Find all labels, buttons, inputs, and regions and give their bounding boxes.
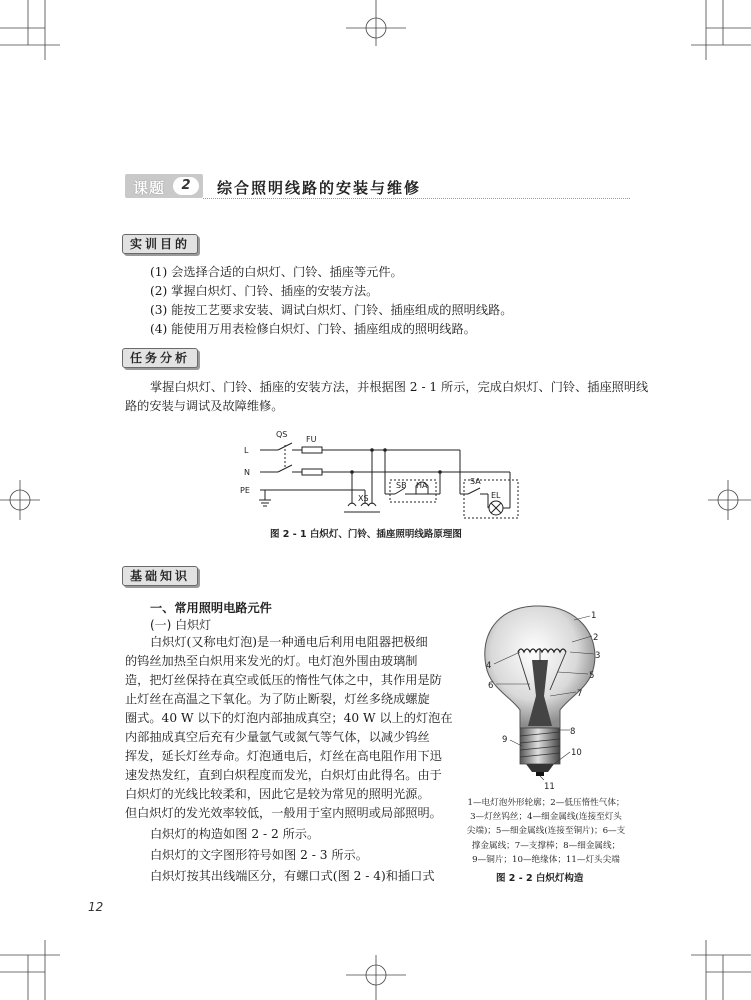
label-sa: SA: [470, 477, 481, 486]
task-text-line-2: 路的安装与调试及故障维修。: [125, 399, 284, 413]
page-number: 12: [88, 900, 104, 914]
basics-line-8: 速发热发红，直到白炽程度而发光，白炽灯由此得名。由于: [125, 768, 442, 782]
basics-line-12: 白炽灯的文字图形符号如图 2 - 3 所示。: [150, 848, 368, 862]
lesson-tab: [125, 174, 203, 198]
lesson-label: 课题: [133, 179, 166, 197]
bulb-number-6: 6: [488, 681, 494, 691]
lesson-number: 2: [173, 177, 199, 195]
figure-2-1-circuit: [230, 428, 530, 520]
basics-heading: 一、常用照明电路元件: [150, 601, 272, 615]
label-sb: SB: [396, 481, 407, 490]
basics-line-6: 内部抽成真空后充有少量氩气或氮气等气体，以减少钨丝: [125, 730, 430, 744]
bulb-number-1: 1: [591, 611, 597, 621]
legend-line-2: 3—灯丝钨丝；4—细金属线(连接至灯头: [470, 812, 622, 823]
legend-line-1: 1—电灯泡外形轮廓；2—低压惰性气体；: [467, 798, 625, 808]
lesson-rule: [203, 198, 630, 199]
label-el: EL: [491, 491, 501, 500]
bulb-number-8: 8: [570, 727, 576, 737]
objective-4: (4) 能使用万用表检修白炽灯、门铃、插座组成的照明线路。: [150, 322, 476, 336]
basics-line-5: 圈式。40 W 以下的灯泡内部抽成真空；40 W 以上的灯泡在: [125, 711, 453, 725]
label-l: L: [244, 446, 249, 455]
bulb-number-10: 10: [571, 748, 582, 758]
objective-1: (1) 会选择合适的白炽灯、门铃、插座等元件。: [150, 265, 403, 279]
basics-line-10: 但白炽灯的发光效率较低，一般用于室内照明或局部照明。: [125, 806, 442, 820]
legend-line-5: 9—铜片；10—绝缘体；11—灯头尖端: [472, 854, 620, 865]
label-n: N: [244, 468, 250, 477]
lesson-header: [125, 174, 630, 200]
figure-2-2-bulb: [474, 600, 624, 792]
bulb-number-7: 7: [577, 689, 583, 699]
figure-2-2-legend: [458, 796, 634, 867]
bulb-number-4: 4: [486, 661, 492, 671]
bulb-number-9: 9: [502, 735, 508, 745]
bulb-number-11: 11: [544, 782, 555, 792]
bulb-number-5: 5: [589, 671, 595, 681]
bulb-number-3: 3: [595, 651, 601, 661]
section-objectives-label: 实训目的: [122, 234, 198, 254]
label-fu: FU: [306, 435, 317, 444]
basics-line-11: 白炽灯的构造如图 2 - 2 所示。: [150, 827, 320, 841]
label-pe: PE: [240, 486, 250, 495]
figure-2-2-caption: 图 2 - 2 白炽灯构造: [496, 873, 584, 884]
basics-line-9: 白炽灯的光线比较柔和，因此它是较为常见的照明光源。: [125, 787, 430, 801]
section-task-analysis-label: 任务分析: [122, 348, 198, 368]
figure-2-1-caption: 图 2 - 1 白炽灯、门铃、插座照明线路原理图: [270, 529, 462, 540]
bulb-base: [520, 728, 560, 764]
basics-line-2: 的钨丝加热至白炽用来发光的灯。电灯泡外围由玻璃制: [125, 654, 418, 668]
label-qs: QS: [276, 430, 288, 439]
basics-subheading: (一) 白炽灯: [150, 618, 212, 632]
basics-line-7: 挥发，延长灯丝寿命。灯泡通电后，灯丝在高电阻作用下迅: [125, 749, 442, 763]
label-xs: XS: [358, 494, 369, 503]
task-text-line-1: 掌握白炽灯、门铃、插座的安装方法，并根据图 2 - 1 所示，完成白炽灯、门铃、插座照明线: [150, 380, 649, 394]
lesson-title: 综合照明线路的安装与维修: [217, 179, 422, 197]
basics-line-13: 白炽灯按其出线端区分，有螺口式(图 2 - 4)和插口式: [150, 869, 435, 883]
basics-line-4: 止灯丝在高温之下氧化。为了防止断裂，灯丝多绕成螺旋: [125, 692, 430, 706]
objective-3: (3) 能按工艺要求安装、调试白炽灯、门铃、插座组成的照明线路。: [150, 303, 513, 317]
legend-line-4: 撑金属线；7—支撑棒；8—细金属线；: [471, 840, 621, 851]
basics-line-1: 白炽灯(又称电灯泡)是一种通电后利用电阻器把极细: [150, 635, 428, 649]
section-basic-knowledge-label: 基础知识: [122, 566, 198, 586]
objective-2: (2) 掌握白炽灯、门铃、插座的安装方法。: [150, 284, 379, 298]
basics-line-3: 造，把灯丝保持在真空或低压的惰性气体之中，其作用是防: [125, 673, 442, 687]
legend-line-3: 尖端)；5—细金属线(连接至铜片)；6—支: [466, 826, 626, 837]
bulb-number-2: 2: [593, 633, 599, 643]
label-ha: HA: [416, 481, 428, 490]
